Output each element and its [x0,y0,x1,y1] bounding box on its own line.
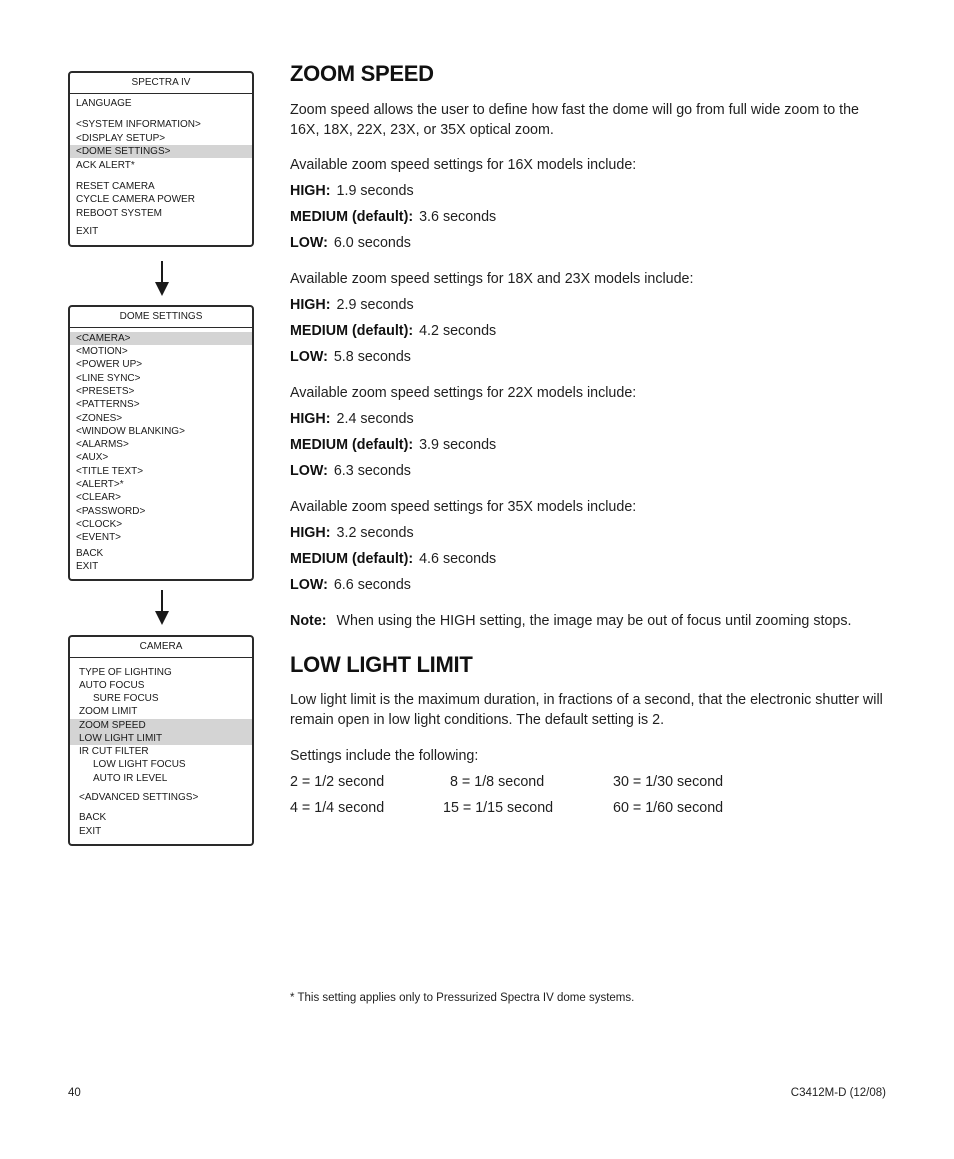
setting-row [290,523,414,543]
group-intro: Available zoom speed settings for 16X models include: [290,157,637,173]
menu-item-low-light-focus[interactable]: LOW LIGHT FOCUS [93,759,186,770]
setting-value: 2.4 seconds [336,411,414,427]
menu-item-type-of-lighting[interactable]: TYPE OF LIGHTING [79,667,172,678]
menu-item-window-blanking[interactable]: <WINDOW BLANKING> [76,426,185,437]
menu-item-zoom-speed[interactable]: ZOOM SPEED [70,719,252,732]
setting-label: HIGH: [290,525,331,541]
setting-value: 4.2 seconds [419,323,497,339]
menu-item-motion[interactable]: <MOTION> [76,346,128,357]
group-intro: Available zoom speed settings for 18X and 23X models include: [290,271,694,287]
menu-item-advanced-settings[interactable]: <ADVANCED SETTINGS> [79,792,199,803]
setting-value: 6.3 seconds [333,463,411,479]
menu-item-presets[interactable]: <PRESETS> [76,386,135,397]
setting-label: MEDIUM (default): [290,323,414,339]
setting-value: 5.8 seconds [333,349,411,365]
zoom-speed-heading: ZOOM SPEED [290,61,434,86]
low-light-limit-heading: LOW LIGHT LIMIT [290,652,473,677]
group-intro: Available zoom speed settings for 22X models include: [290,385,637,401]
menu-title: CAMERA [70,637,252,658]
menu-item-reboot-system[interactable]: REBOOT SYSTEM [76,208,162,219]
menu-item-alarms[interactable]: <ALARMS> [76,439,129,450]
down-arrow-icon [152,590,172,626]
shutter-setting: 60 = 1/60 second [613,800,724,816]
setting-row [290,207,496,227]
setting-label: HIGH: [290,411,331,427]
setting-label: LOW: [290,235,328,251]
menu-item-cycle-camera-power[interactable]: CYCLE CAMERA POWER [76,194,195,205]
setting-value: 3.2 seconds [336,525,414,541]
document-code: C3412M-D (12/08) [790,1087,886,1099]
setting-value: 3.6 seconds [419,209,497,225]
setting-value: 4.6 seconds [419,551,497,567]
camera-menu [68,635,254,846]
setting-row [290,435,496,455]
shutter-setting: 8 = 1/8 second [450,774,545,790]
menu-item-line-sync[interactable]: <LINE SYNC> [76,373,141,384]
setting-row [290,575,411,595]
menu-item-exit[interactable]: EXIT [79,826,102,837]
setting-label: LOW: [290,349,328,365]
down-arrow-icon [152,261,172,297]
menu-item-aux[interactable]: <AUX> [76,452,109,463]
shutter-setting: 2 = 1/2 second [290,774,385,790]
setting-row [290,347,411,367]
menu-item-title-text[interactable]: <TITLE TEXT> [76,466,144,477]
settings-intro: Settings include the following: [290,748,479,764]
note-label: Note: [290,613,327,629]
menu-item-system-information[interactable]: <SYSTEM INFORMATION> [76,119,201,130]
setting-row [290,549,496,569]
setting-value: 3.9 seconds [419,437,497,453]
menu-title: SPECTRA IV [70,73,252,94]
menu-item-patterns[interactable]: <PATTERNS> [76,399,140,410]
menu-item-language[interactable]: LANGUAGE [76,98,132,109]
setting-value: 6.0 seconds [333,235,411,251]
page-number: 40 [68,1087,81,1099]
spectra-iv-menu [68,71,254,247]
setting-label: MEDIUM (default): [290,437,414,453]
setting-value: 2.9 seconds [336,297,414,313]
shutter-setting: 15 = 1/15 second [443,800,554,816]
menu-item-sure-focus[interactable]: SURE FOCUS [93,693,159,704]
menu-item-exit[interactable]: EXIT [76,226,99,237]
setting-row [290,461,411,481]
menu-item-power-up[interactable]: <POWER UP> [76,359,143,370]
setting-label: HIGH: [290,297,331,313]
setting-row [290,295,414,315]
menu-item-zones[interactable]: <ZONES> [76,413,123,424]
menu-item-back[interactable]: BACK [79,812,107,823]
setting-row [290,181,414,201]
menu-item-auto-focus[interactable]: AUTO FOCUS [79,680,145,691]
menu-item-auto-ir-level[interactable]: AUTO IR LEVEL [93,773,168,784]
setting-row [290,233,411,253]
low-light-intro: Low light limit is the maximum duration, in fractions of a second, that the electronic shutter will remain open in low light conditions. The default setting is 2. [290,692,883,728]
note [290,611,851,631]
setting-label: LOW: [290,577,328,593]
shutter-setting: 4 = 1/4 second [290,800,385,816]
menu-title: DOME SETTINGS [70,307,252,328]
shutter-setting: 30 = 1/30 second [613,774,724,790]
footnote: * This setting applies only to Pressurized Spectra IV dome systems. [290,992,635,1004]
menu-item-back[interactable]: BACK [76,548,104,559]
menu-item-reset-camera[interactable]: RESET CAMERA [76,181,155,192]
setting-label: HIGH: [290,183,331,199]
setting-row [290,409,414,429]
setting-row [290,321,496,341]
menu-item-zoom-limit[interactable]: ZOOM LIMIT [79,706,138,717]
menu-item-clock[interactable]: <CLOCK> [76,519,123,530]
menu-item-display-setup[interactable]: <DISPLAY SETUP> [76,133,166,144]
menu-item-exit[interactable]: EXIT [76,561,99,572]
menu-item-ir-cut-filter[interactable]: IR CUT FILTER [79,746,149,757]
setting-value: 6.6 seconds [333,577,411,593]
menu-item-ack-alert[interactable]: ACK ALERT* [76,160,135,171]
group-intro: Available zoom speed settings for 35X models include: [290,499,637,515]
dome-settings-menu [68,305,254,581]
zoom-speed-intro: Zoom speed allows the user to define how fast the dome will go from full wide zoom to the 16X, 18X, 22X, 23X, or 35X optical zoom. [290,102,859,138]
menu-item-low-light-limit[interactable]: LOW LIGHT LIMIT [70,732,252,745]
menu-item-clear[interactable]: <CLEAR> [76,492,122,503]
setting-label: LOW: [290,463,328,479]
setting-label: MEDIUM (default): [290,209,414,225]
setting-value: 1.9 seconds [336,183,414,199]
menu-item-password[interactable]: <PASSWORD> [76,506,146,517]
setting-label: MEDIUM (default): [290,551,414,567]
menu-item-dome-settings[interactable]: <DOME SETTINGS> [70,145,252,158]
menu-item-event[interactable]: <EVENT> [76,532,122,543]
menu-item-camera[interactable]: <CAMERA> [70,332,252,345]
note-text: When using the HIGH setting, the image may be out of focus until zooming stops. [336,613,852,629]
menu-item-alert[interactable]: <ALERT>* [76,479,124,490]
